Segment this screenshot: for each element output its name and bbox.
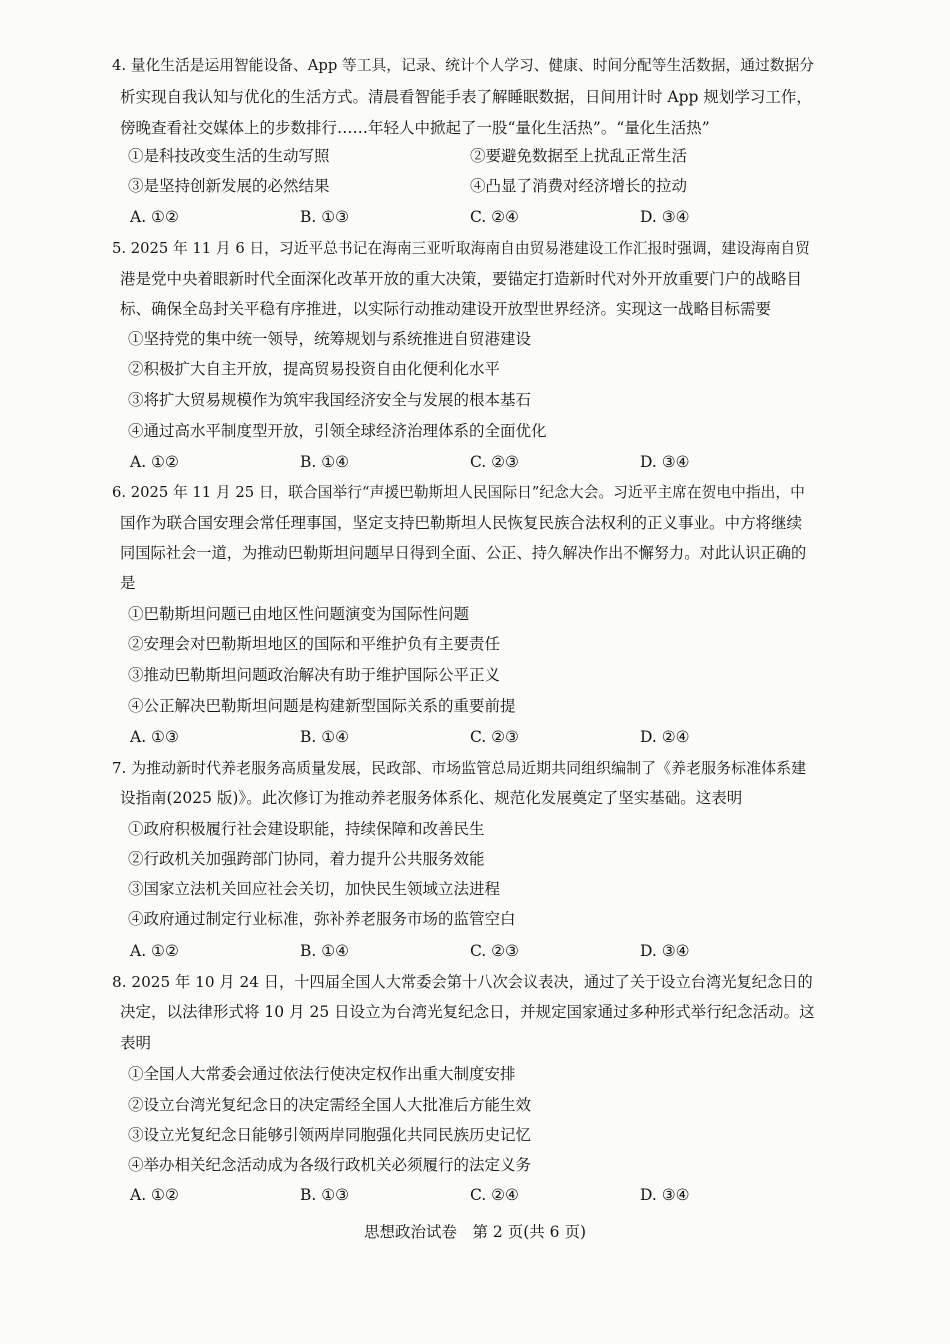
question-6-stem-line-2: 国作为联合国安理会常任理事国，坚定支持巴勒斯坦人民恢复民族合法权利的正义事业。中方将继续 [120, 514, 803, 532]
question-7-stem-line-2: 设指南(2025 版)》。此次修订为推动养老服务体系化、规范化发展奠定了坚实基础。这表明 [120, 789, 743, 807]
question-5-stem-line-1: 5. 2025 年 11 月 6 日，习近平总书记在海南三亚听取海南自由贸易港建设工作汇报时强调，建设海南自贸 [112, 240, 810, 257]
question-7-item-3: ③国家立法机关回应社会关切，加快民生领域立法进程 [128, 880, 501, 898]
question-5-option-a[interactable]: A. ①② [130, 453, 179, 471]
question-8-stem-line-1: 8. 2025 年 10 月 24 日，十四届全国人大常委会第十八次会议表决，通过了关于设立台湾光复纪念日的 [112, 973, 813, 991]
question-7-option-c[interactable]: C. ②③ [470, 942, 519, 960]
question-8-item-2: ②设立台湾光复纪念日的决定需经全国人大批准后方能生效 [128, 1096, 532, 1114]
question-4-item-3: ③是坚持创新发展的必然结果 [128, 177, 330, 195]
question-5-item-1: ①坚持党的集中统一领导，统筹规划与系统推进自贸港建设 [128, 330, 532, 348]
page-footer: 思想政治试卷 第 2 页(共 6 页) [363, 1223, 587, 1241]
question-7-option-b[interactable]: B. ①④ [300, 942, 350, 960]
question-5-option-b[interactable]: B. ①④ [300, 453, 350, 471]
question-5-option-c[interactable]: C. ②③ [470, 453, 519, 471]
question-7-item-1: ①政府积极履行社会建设职能，持续保障和改善民生 [128, 820, 485, 838]
question-4-option-b[interactable]: B. ①③ [300, 208, 350, 226]
question-8-item-4: ④举办相关纪念活动成为各级行政机关必须履行的法定义务 [128, 1156, 532, 1174]
question-4-option-a[interactable]: A. ①② [130, 208, 179, 226]
question-6-item-2: ②安理会对巴勒斯坦地区的国际和平维护负有主要责任 [128, 635, 501, 653]
question-8-option-b[interactable]: B. ①③ [300, 1186, 350, 1204]
question-4-item-2: ②要避免数据至上扰乱正常生活 [470, 147, 688, 165]
question-4-stem-line-2: 析实现自我认知与优化的生活方式。清晨看智能手表了解睡眠数据，日间用计时 App 规划学习工作， [120, 88, 812, 106]
question-6-stem-line-3: 同国际社会一道，为推动巴勒斯坦问题早日得到全面、公正、持久解决作出不懈努力。对此认识正确的 [120, 544, 807, 562]
question-4-item-1: ①是科技改变生活的生动写照 [128, 147, 330, 165]
question-6-item-1: ①巴勒斯坦问题已由地区性问题演变为国际性问题 [128, 605, 470, 623]
question-6-option-b[interactable]: B. ①④ [300, 728, 350, 746]
question-7-item-2: ②行政机关加强跨部门协同，着力提升公共服务效能 [128, 850, 485, 868]
question-6-option-d[interactable]: D. ②④ [640, 728, 690, 746]
question-7-option-a[interactable]: A. ①② [130, 942, 179, 960]
question-4-stem-line-1: 4. 量化生活是运用智能设备、App 等工具，记录、统计个人学习、健康、时间分配等生活数据，通过数据分 [112, 57, 814, 74]
question-5-item-4: ④通过高水平制度型开放，引领全球经济治理体系的全面优化 [128, 422, 547, 440]
question-6-item-4: ④公正解决巴勒斯坦问题是构建新型国际关系的重要前提 [128, 697, 516, 715]
question-5-item-2: ②积极扩大自主开放，提高贸易投资自由化便利化水平 [128, 360, 501, 378]
question-5-stem-line-2: 港是党中央着眼新时代全面深化改革开放的重大决策，要锚定打造新时代对外开放重要门户的战略目 [120, 270, 803, 288]
question-4-item-4: ④凸显了消费对经济增长的拉动 [470, 177, 688, 195]
question-6-stem-line-1: 6. 2025 年 11 月 25 日，联合国举行“声援巴勒斯坦人民国际日”纪念大会。习近平主席在贺电中指出，中 [112, 484, 805, 501]
question-4-option-d[interactable]: D. ③④ [640, 208, 690, 226]
question-6-option-c[interactable]: C. ②③ [470, 728, 519, 746]
question-4-option-c[interactable]: C. ②④ [470, 208, 519, 226]
question-5-item-3: ③将扩大贸易规模作为筑牢我国经济安全与发展的根本基石 [128, 391, 532, 409]
question-8-item-3: ③设立光复纪念日能够引领两岸同胞强化共同民族历史记忆 [128, 1126, 532, 1144]
question-7-stem-line-1: 7. 为推动新时代养老服务高质量发展，民政部、市场监管总局近期共同组织编制了《养老服务标准体系建 [112, 759, 807, 777]
question-6-option-a[interactable]: A. ①③ [130, 728, 179, 746]
question-8-option-a[interactable]: A. ①② [130, 1186, 179, 1204]
question-7-item-4: ④政府通过制定行业标准，弥补养老服务市场的监管空白 [128, 910, 516, 928]
question-8-stem-line-3: 表明 [120, 1034, 152, 1052]
question-5-option-d[interactable]: D. ③④ [640, 453, 690, 471]
question-8-stem-line-2: 决定，以法律形式将 10 月 25 日设立为台湾光复纪念日，并规定国家通过多种形式举行纪念活动。这 [120, 1003, 815, 1021]
question-5-stem-line-3: 标、确保全岛封关平稳有序推进，以实际行动推动建设开放型世界经济。实现这一战略目标需要 [120, 300, 772, 318]
question-8-option-c[interactable]: C. ②④ [470, 1186, 519, 1204]
question-4-stem-line-3: 傍晚查看社交媒体上的步数排行……年轻人中掀起了一股“量化生活热”。“量化生活热” [120, 119, 710, 137]
question-6-item-3: ③推动巴勒斯坦问题政治解决有助于维护国际公平正义 [128, 666, 501, 684]
question-6-stem-line-4: 是 [120, 574, 136, 592]
question-7-option-d[interactable]: D. ③④ [640, 942, 690, 960]
question-8-option-d[interactable]: D. ③④ [640, 1186, 690, 1204]
question-8-item-1: ①全国人大常委会通过依法行使决定权作出重大制度安排 [128, 1065, 516, 1083]
